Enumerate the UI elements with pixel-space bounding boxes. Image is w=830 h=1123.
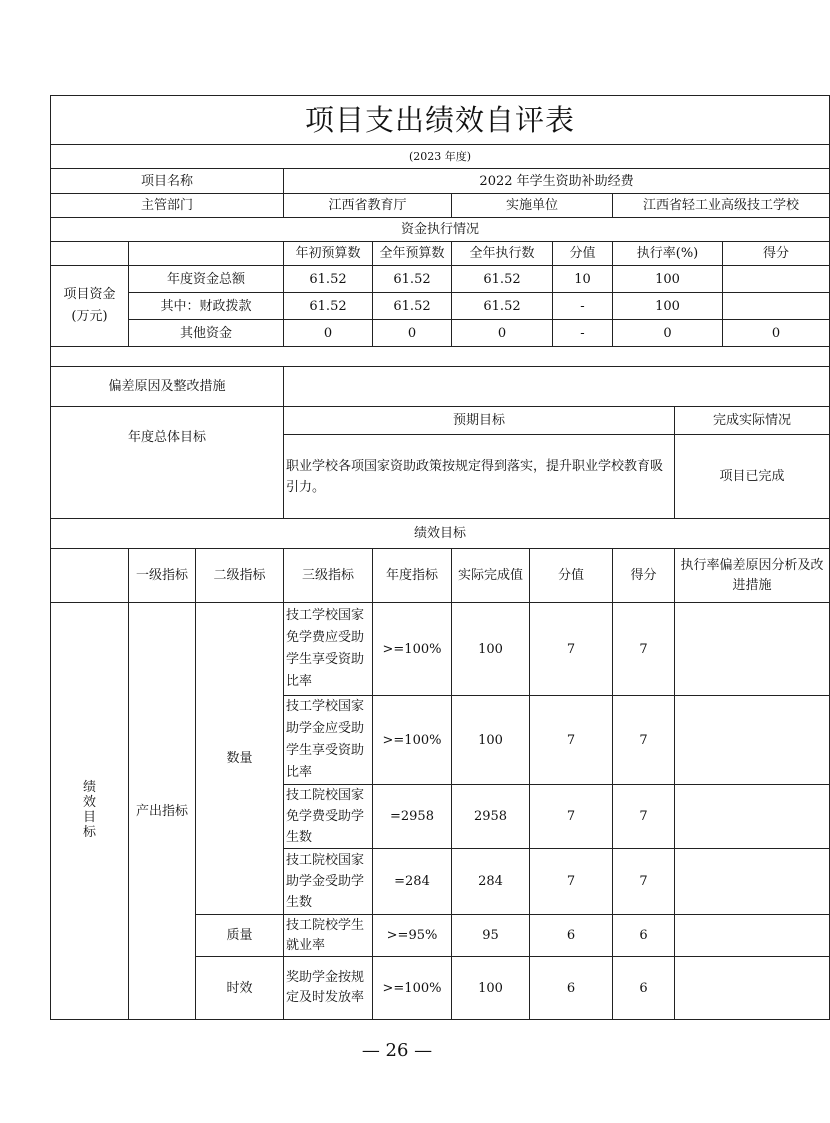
- actual-goal-header: 完成实际情况: [675, 407, 830, 435]
- project-name: 2022 年学生资助补助经费: [284, 169, 830, 194]
- perf-header: 分值: [530, 549, 613, 603]
- perf-header: 执行率偏差原因分析及改进措施: [675, 549, 830, 603]
- funds-cell: 0: [452, 320, 553, 347]
- page-title: 项目支出绩效自评表: [51, 96, 830, 145]
- target-cell: >=100%: [373, 696, 452, 785]
- funds-cell: 0: [373, 320, 452, 347]
- funds-cell: 61.52: [452, 293, 553, 320]
- funds-cell: [723, 266, 830, 293]
- funds-header: 全年执行数: [452, 242, 553, 266]
- note-cell: [675, 696, 830, 785]
- note-cell: [675, 785, 830, 849]
- funds-header: 执行率(%): [613, 242, 723, 266]
- funds-cell: 100: [613, 266, 723, 293]
- funds-cell: 10: [553, 266, 613, 293]
- funds-row-label: 其他资金: [129, 320, 284, 347]
- actual-cell: 100: [452, 696, 530, 785]
- funds-header: 全年预算数: [373, 242, 452, 266]
- perf-header: 三级指标: [284, 549, 373, 603]
- funds-header: 年初预算数: [284, 242, 373, 266]
- funds-header-blank: [51, 242, 129, 266]
- expected-goal-text: 职业学校各项国家资助政策按规定得到落实，提升职业学校教育吸引力。: [284, 435, 675, 519]
- indicator-cell: 技工院校国家助学金受助学生数: [284, 849, 373, 915]
- score-cell: 6: [613, 915, 675, 957]
- score-value-cell: 6: [530, 957, 613, 1020]
- score-value-cell: 7: [530, 603, 613, 696]
- funds-cell: 61.52: [284, 266, 373, 293]
- funds-row-label: 年度资金总额: [129, 266, 284, 293]
- perf-section-title: 绩效目标: [51, 519, 830, 549]
- actual-cell: 284: [452, 849, 530, 915]
- indicator-cell: 奖助学金按规定及时发放率: [284, 957, 373, 1020]
- actual-goal-text: 项目已完成: [675, 435, 830, 519]
- score-value-cell: 7: [530, 849, 613, 915]
- dept-label: 主管部门: [51, 194, 284, 218]
- funds-cell: -: [553, 320, 613, 347]
- funds-header: 分值: [553, 242, 613, 266]
- funds-cell: -: [553, 293, 613, 320]
- funds-cell: 61.52: [373, 293, 452, 320]
- target-cell: >=95%: [373, 915, 452, 957]
- funds-row-label: 其中：财政拨款: [129, 293, 284, 320]
- score-cell: 7: [613, 849, 675, 915]
- funds-header: 得分: [723, 242, 830, 266]
- evaluation-table-frame: [50, 95, 824, 1015]
- evaluation-table: [50, 95, 830, 1020]
- level2-timeliness: 时效: [196, 957, 284, 1020]
- page-number: — 26 —: [361, 1040, 433, 1061]
- actual-cell: 100: [452, 957, 530, 1020]
- impl-label: 实施单位: [452, 194, 613, 218]
- funds-cell: 0: [613, 320, 723, 347]
- funds-group-label: 项目资金 (万元): [51, 266, 129, 347]
- score-value-cell: 7: [530, 696, 613, 785]
- score-cell: 7: [613, 696, 675, 785]
- indicator-cell: 技工学校国家免学费应受助学生享受资助比率: [284, 603, 373, 696]
- indicator-cell: 技工院校学生就业率: [284, 915, 373, 957]
- note-cell: [675, 849, 830, 915]
- deviation-value: [284, 367, 830, 407]
- annual-goal-label: 年度总体目标: [51, 407, 284, 519]
- perf-header: 得分: [613, 549, 675, 603]
- indicator-cell: 技工学校国家助学金应受助学生享受资助比率: [284, 696, 373, 785]
- target-cell: >=100%: [373, 957, 452, 1020]
- perf-group-label: 绩效目标: [51, 603, 129, 1020]
- actual-cell: 2958: [452, 785, 530, 849]
- funds-section-title: 资金执行情况: [51, 218, 830, 242]
- impl-value: 江西省轻工业高级技工学校: [613, 194, 830, 218]
- funds-cell: 61.52: [284, 293, 373, 320]
- score-cell: 7: [613, 785, 675, 849]
- note-cell: [675, 915, 830, 957]
- funds-cell: 100: [613, 293, 723, 320]
- note-cell: [675, 603, 830, 696]
- perf-header: 实际完成值: [452, 549, 530, 603]
- perf-header: 二级指标: [196, 549, 284, 603]
- perf-header: 年度指标: [373, 549, 452, 603]
- perf-header-blank: [51, 549, 129, 603]
- level1-label: 产出指标: [129, 603, 196, 1020]
- spacer-row: [51, 347, 830, 367]
- funds-header-blank-2: [129, 242, 284, 266]
- indicator-cell: 技工院校国家免学费受助学生数: [284, 785, 373, 849]
- funds-cell: 0: [723, 320, 830, 347]
- target-cell: =2958: [373, 785, 452, 849]
- dept-value: 江西省教育厅: [284, 194, 452, 218]
- score-cell: 7: [613, 603, 675, 696]
- note-cell: [675, 957, 830, 1020]
- score-cell: 6: [613, 957, 675, 1020]
- target-cell: =284: [373, 849, 452, 915]
- actual-cell: 95: [452, 915, 530, 957]
- score-value-cell: 6: [530, 915, 613, 957]
- year-label: (2023 年度): [51, 145, 830, 169]
- funds-cell: 61.52: [452, 266, 553, 293]
- expected-goal-header: 预期目标: [284, 407, 675, 435]
- funds-cell: 61.52: [373, 266, 452, 293]
- funds-cell: 0: [284, 320, 373, 347]
- target-cell: >=100%: [373, 603, 452, 696]
- perf-header: 一级指标: [129, 549, 196, 603]
- level2-quality: 质量: [196, 915, 284, 957]
- score-value-cell: 7: [530, 785, 613, 849]
- actual-cell: 100: [452, 603, 530, 696]
- level2-quantity: 数量: [196, 603, 284, 915]
- funds-cell: [723, 293, 830, 320]
- project-name-label: 项目名称: [51, 169, 284, 194]
- deviation-label: 偏差原因及整改措施: [51, 367, 284, 407]
